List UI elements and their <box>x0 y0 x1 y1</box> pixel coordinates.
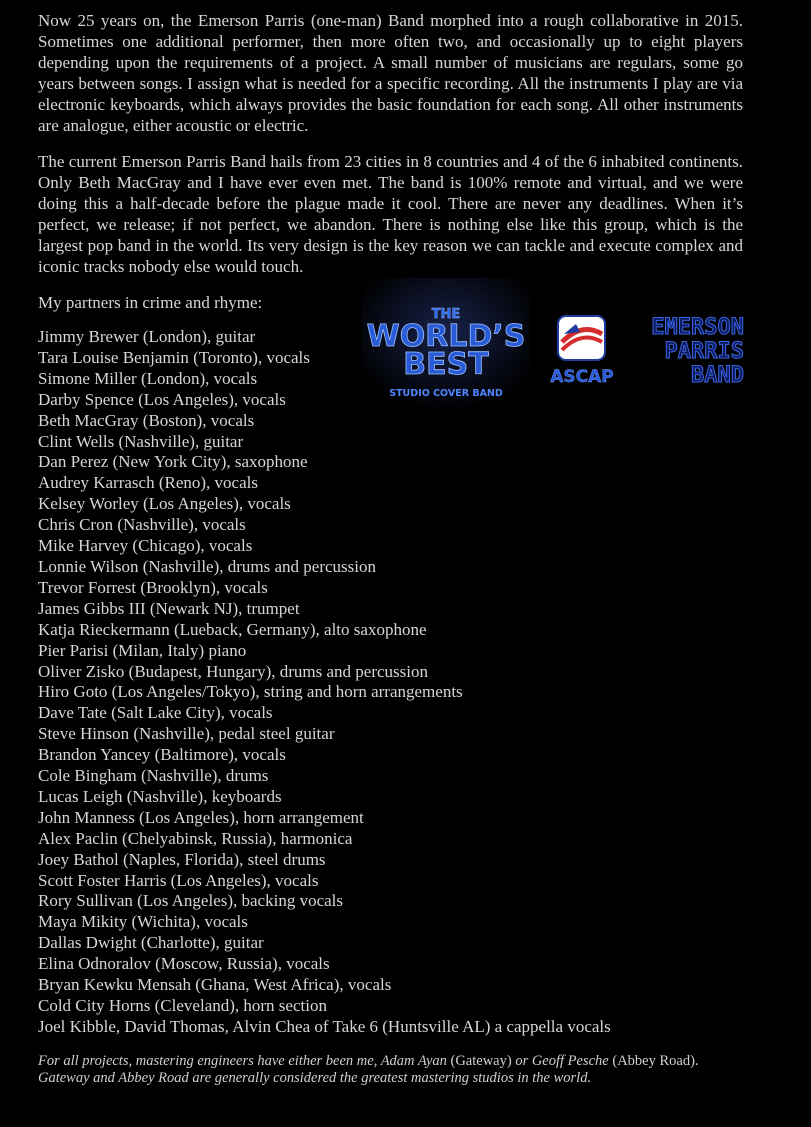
member-item: Alex Paclin (Chelyabinsk, Russia), harmonica <box>38 828 353 848</box>
member-item: Chris Cron (Nashville), vocals <box>38 515 246 535</box>
member-item: Cold City Horns (Cleveland), horn section <box>38 996 327 1015</box>
member-item: Joel Kibble, David Thomas, Alvin Chea of Take 6 (Huntsville AL) a cappella vocals <box>38 1016 611 1036</box>
member-item: Rory Sullivan (Los Angeles), backing vocals <box>38 891 344 911</box>
band-description-paragraph: The current Emerson Parris Band hails from 23 cities in 8 countries and 4 of the 6 inhabited continents. Only Beth MacGray and I have ever even met. The band is 100% remote and virtual, and we were doing this a half-decade before the plague made it cool. There are never any deadlines. When it’s perfect, we release; if not perfect, we abandon. There is nothing else like this group, which is the largest pop band in the world. Its very design is the key reason we can tackle and execute complex and iconic tracks nobody else would touch. <box>38 152 743 276</box>
member-item: Darby Spence (Los Angeles), vocals <box>38 389 286 409</box>
member-item: Dan Perez (New York City), saxophone <box>38 452 308 472</box>
member-item: Brandon Yancey (Baltimore), vocals <box>38 745 286 765</box>
member-item: Kelsey Worley (Los Angeles), vocals <box>38 494 291 514</box>
logo-best: BEST <box>403 347 489 382</box>
member-item: Audrey Karrasch (Reno), vocals <box>38 473 258 493</box>
member-item: Jimmy Brewer (London), guitar <box>38 327 256 346</box>
member-item: Hiro Goto (Los Angeles/Tokyo), string and horn arrangements <box>38 682 463 702</box>
ascap-logo <box>542 312 622 386</box>
logo-tagline: STUDIO COVER BAND <box>389 388 503 399</box>
footnote-part1: For all projects, mastering engineers have either been me, Adam Ayan <box>38 1053 447 1069</box>
member-item: Clint Wells (Nashville), guitar <box>38 431 244 451</box>
member-item: James Gibbs III (Newark NJ), trumpet <box>38 598 300 618</box>
epb-line-emerson: EMERSON <box>651 315 744 340</box>
member-item: Joey Bathol (Naples, Florida), steel drums <box>38 849 326 869</box>
epb-line-parris: PARRIS <box>664 339 744 364</box>
intro-paragraph: Now 25 years on, the Emerson Parris (one-man) Band morphed into a rough collaborative in 2015. Sometimes one additional performer, then more often two, and occasionally up to eight players depending upon the requirements of a project. A small number of musicians are regulars, some go years between songs. I assign what is needed for a specific recording. All the instruments I play are via electronic keyboards, which always provides the basic foundation for each song. All other instruments are analogue, either acoustic or electric. <box>38 11 743 135</box>
member-item: Trevor Forrest (Brooklyn), vocals <box>38 577 268 597</box>
member-item: Simone Miller (London), vocals <box>38 368 258 388</box>
worlds-best-logo <box>362 278 530 412</box>
member-item: Dave Tate (Salt Lake City), vocals <box>38 703 273 723</box>
member-item: Katja Rieckermann (Lueback, Germany), alto saxophone <box>38 619 427 639</box>
footnote-part4: (Abbey Road). <box>608 1053 699 1069</box>
member-item: Maya Mikity (Wichita), vocals <box>38 912 248 932</box>
member-item: Beth MacGray (Boston), vocals <box>38 410 255 430</box>
member-item: Bryan Kewku Mensah (Ghana, West Africa), vocals <box>38 975 392 995</box>
footnote-part2: (Gateway) <box>446 1053 516 1069</box>
member-item: Dallas Dwight (Charlotte), guitar <box>38 933 264 953</box>
footnote-part5: Gateway and Abbey Road are generally considered the greatest mastering studios in the world. <box>38 1070 592 1086</box>
ascap-label: ASCAP <box>550 367 614 386</box>
members-list <box>38 327 611 1038</box>
member-item: Cole Bingham (Nashville), drums <box>38 766 269 786</box>
emerson-parris-band-logo <box>624 314 746 388</box>
footnote-part3: or Geoff Pesche <box>515 1053 609 1069</box>
logo-the: THE <box>431 307 461 322</box>
member-item: Lucas Leigh (Nashville), keyboards <box>38 786 282 806</box>
epb-line-band: BAND <box>691 363 744 388</box>
member-item: Scott Foster Harris (Los Angeles), vocals <box>38 870 319 890</box>
member-item: Oliver Zisko (Budapest, Hungary), drums and percussion <box>38 661 428 681</box>
partners-heading: My partners in crime and rhyme: <box>38 293 263 312</box>
member-item: Steve Hinson (Nashville), pedal steel guitar <box>38 724 335 744</box>
member-item: Mike Harvey (Chicago), vocals <box>38 536 253 556</box>
mastering-footnote <box>38 1053 743 1087</box>
member-item: Pier Parisi (Milan, Italy) piano <box>38 640 247 660</box>
member-item: Elina Odnoralov (Moscow, Russia), vocals <box>38 954 330 974</box>
member-item: John Manness (Los Angeles), horn arrangement <box>38 807 364 827</box>
member-item: Lonnie Wilson (Nashville), drums and percussion <box>38 556 376 576</box>
member-item: Tara Louise Benjamin (Toronto), vocals <box>38 347 310 367</box>
logo-worlds: WORLD’S <box>366 319 526 354</box>
